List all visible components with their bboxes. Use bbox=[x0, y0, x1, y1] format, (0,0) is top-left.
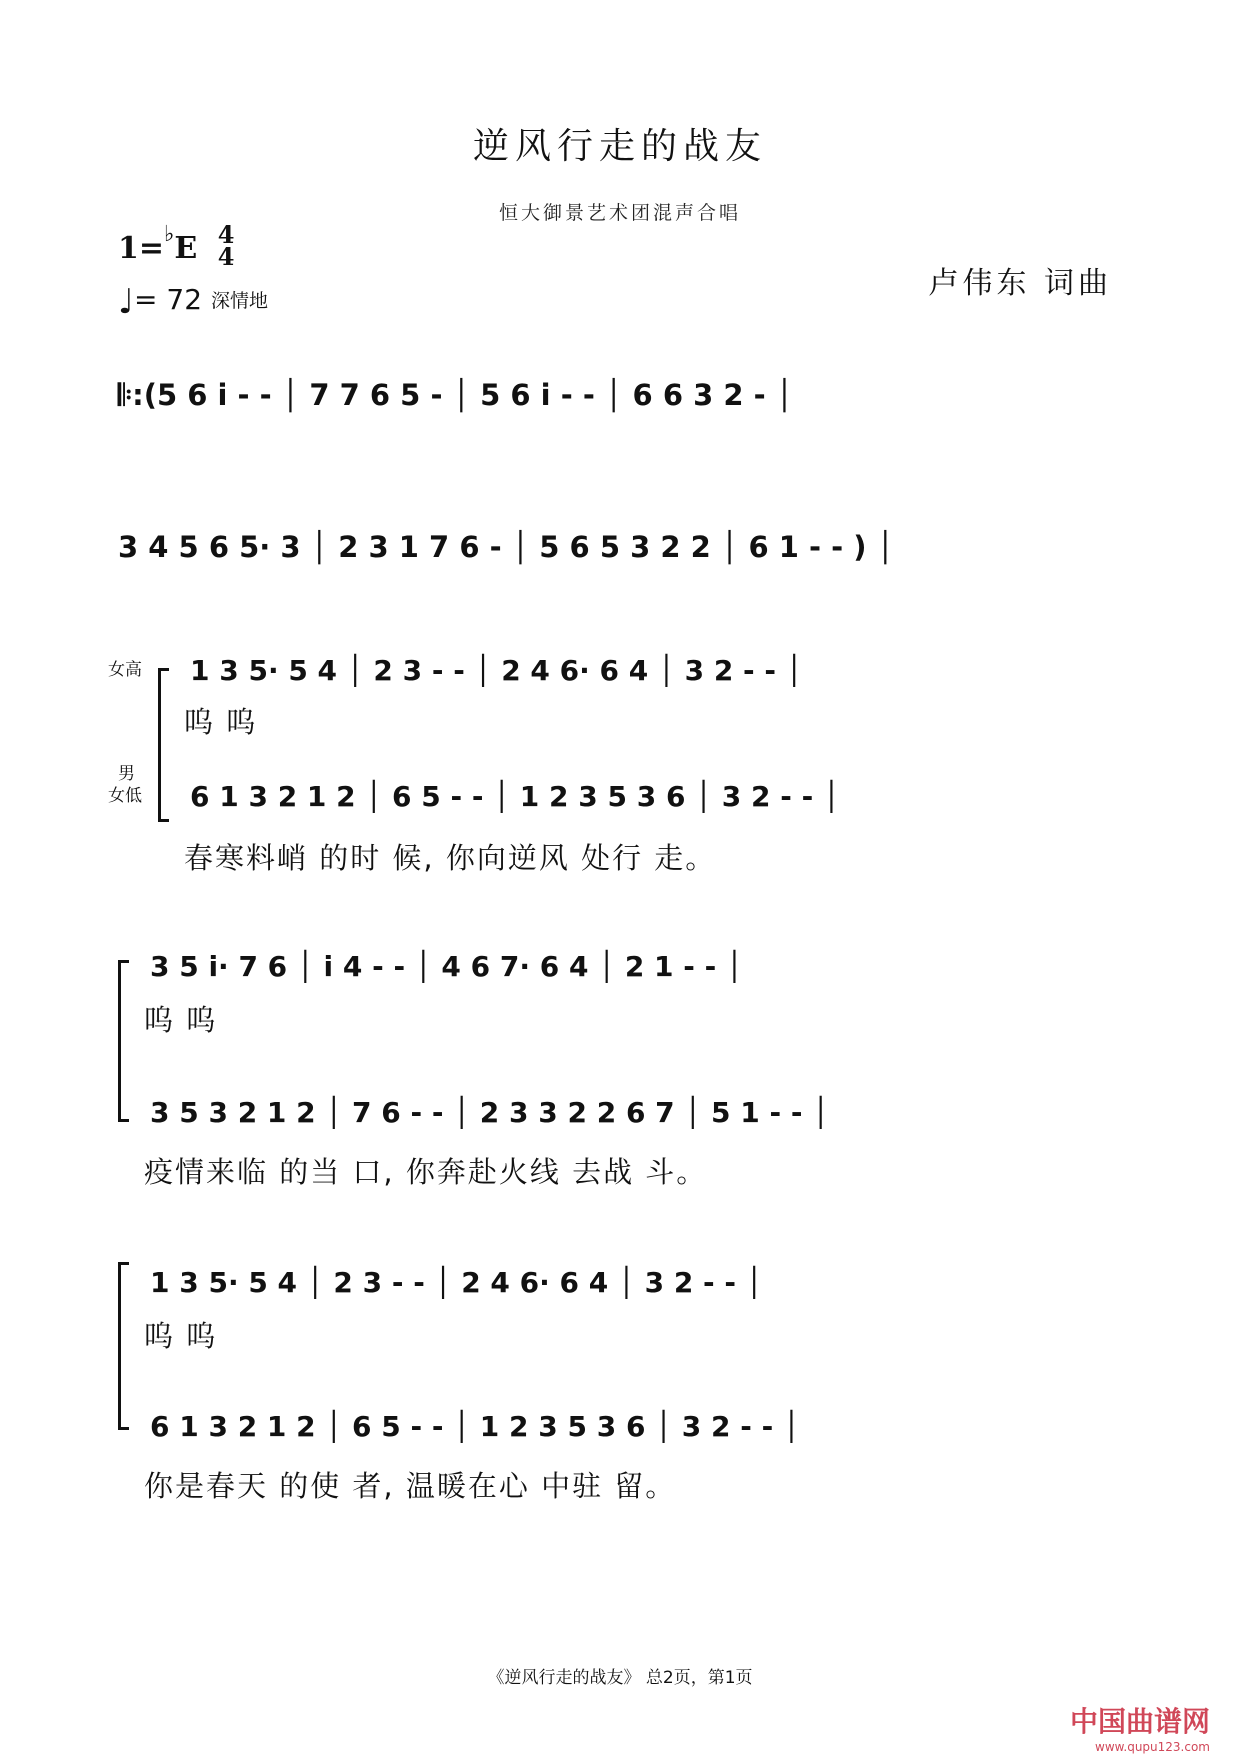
system-brace bbox=[158, 668, 169, 822]
system-brace bbox=[118, 1262, 129, 1430]
page-footer: 《逆风行走的战友》 总2页，第1页 bbox=[487, 1668, 753, 1688]
upper-notes: 1 3 5· 5 4 │ 2 3 - - │ 2 4 6· 6 4 │ 3 2 - - │ bbox=[190, 654, 803, 687]
key-prefix: 1= bbox=[118, 231, 165, 266]
subtitle: 恒大御景艺术团混声合唱 bbox=[498, 202, 741, 224]
upper-notes: 1 3 5· 5 4 │ 2 3 - - │ 2 4 6· 6 4 │ 3 2 - - │ bbox=[150, 1266, 763, 1299]
watermark-url: www.qupu123.com bbox=[1095, 1740, 1210, 1754]
part-label-alto: 女低 bbox=[108, 786, 142, 806]
part-label-soprano: 女高 bbox=[108, 660, 142, 680]
lower-lyric: 疫情来临 的当 口, 你奔赴火线 去战 斗。 bbox=[144, 1155, 708, 1189]
flat-sign: ♭ bbox=[164, 222, 175, 247]
expression-marking: 深情地 bbox=[210, 290, 268, 312]
time-signature bbox=[217, 220, 235, 271]
lower-lyric: 你是春天 的使 者, 温暖在心 中驻 留。 bbox=[144, 1469, 677, 1503]
time-signature-top: 4 bbox=[217, 220, 235, 249]
quarter-note-icon: ♩ bbox=[118, 282, 135, 322]
upper-notes: 3 5 i· 7 6 │ i 4 - - │ 4 6 7· 6 4 │ 2 1 - - │ bbox=[150, 950, 743, 983]
intro-line-1: 𝄆:(5 6 i - - │ 7 7 6 5 - │ 5 6 i - - │ 6 6 3 2 - │ bbox=[118, 378, 794, 412]
part-label-male: 男 bbox=[118, 764, 135, 784]
lower-notes: 6 1 3 2 1 2 │ 6 5 - - │ 1 2 3 5 3 6 │ 3 2 - - │ bbox=[190, 780, 840, 813]
song-title: 逆风行走的战友 bbox=[472, 126, 767, 167]
upper-lyric: 呜 呜 bbox=[144, 1003, 218, 1037]
lower-lyric: 春寒料峭 的时 候, 你向逆风 处行 走。 bbox=[184, 841, 717, 875]
system-brace bbox=[118, 960, 129, 1122]
upper-lyric: 呜 呜 bbox=[144, 1319, 218, 1353]
time-signature-bottom: 4 bbox=[217, 242, 235, 271]
key-signature bbox=[118, 220, 235, 272]
lower-notes: 3 5 3 2 1 2 │ 7 6 - - │ 2 3 3 2 2 6 7 │ 5 1 - - │ bbox=[150, 1096, 830, 1129]
tempo-marking bbox=[118, 282, 268, 322]
key-note: E bbox=[174, 231, 198, 266]
composer-credit: 卢伟东 词曲 bbox=[928, 266, 1112, 301]
upper-lyric: 呜 呜 bbox=[184, 705, 258, 739]
site-watermark bbox=[1070, 1700, 1210, 1754]
lower-notes: 6 1 3 2 1 2 │ 6 5 - - │ 1 2 3 5 3 6 │ 3 2 - - │ bbox=[150, 1410, 800, 1443]
tempo-value: = 72 bbox=[134, 283, 203, 316]
watermark-text: 中国曲谱网 bbox=[1069, 1705, 1210, 1738]
intro-line-2: 3 4 5 6 5· 3 │ 2 3 1 7 6 - │ 5 6 5 3 2 2 │ 6 1 - - ) │ bbox=[118, 530, 895, 564]
